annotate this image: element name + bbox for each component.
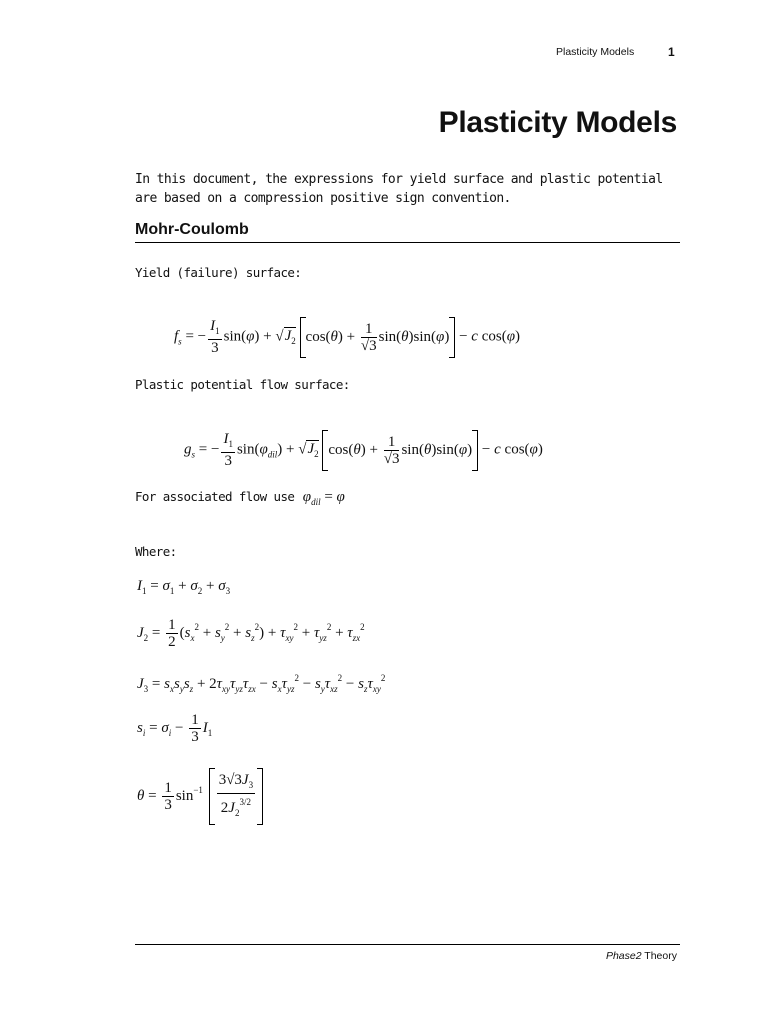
potential-equation: $g_s$ = − $\frac{I_1}{3}$ $\sin(\varphi_{dil}) + √J_2$ cos(θ) + $\frac{1}{√3}$ sin(θ)sin(φ) − c cos(φ): [184, 431, 543, 469]
document-title: Plasticity Models: [438, 106, 677, 139]
yield-equation: $f_s$ = − $\frac{I_1}{3}$ $\sin(\varphi) + √J_2$ cos(θ) + $\frac{1}{√3}$ sin(θ)sin(φ) − c cos(φ): [174, 318, 521, 356]
i1-definition: $I_1 = \sigma_1 + \sigma_2 + \sigma_3$: [137, 578, 231, 596]
footer-book-name: Phase2: [605, 950, 642, 962]
footer: [606, 950, 677, 962]
associated-flow-equation: $\varphi_{dil} = \varphi$: [302, 489, 345, 507]
footer-suffix: Theory: [641, 950, 677, 962]
page-number: 1: [668, 45, 675, 59]
section-rule: [135, 242, 680, 243]
footer-rule: [135, 944, 680, 945]
theta-definition: θ = $\frac{1}{3}$ $\sin^{-1}$ $\frac{3√3J_3}{2J_2^{3/2}}$: [137, 772, 263, 821]
intro-paragraph: In this document, the expressions for yield surface and plastic potential are based on a compression positive sign convention.: [135, 172, 663, 206]
j2-definition: $J_2$ = $\frac{1}{2}$ $(s_x^2 + s_y^2 + s_z^2) + \tau_{xy}^2 + \tau_{yz}^2 + \tau_{zx}^2$: [137, 617, 365, 650]
potential-surface-label: Plastic potential flow surface:: [135, 377, 350, 392]
running-header-title: Plasticity Models: [556, 46, 635, 58]
associated-flow-line: [135, 488, 345, 507]
si-definition: $s_i = \sigma_i$ − $\frac{1}{3}$ $I_1$: [137, 712, 213, 745]
section-heading: Mohr-Coulomb: [135, 221, 249, 238]
yield-surface-label: Yield (failure) surface:: [135, 265, 302, 280]
j3-definition: $J_3 = s_xs_ys_z + 2\tau_{xy}\tau_{yz}\tau_{zx} - s_x\tau_{yz}^2 - s_y\tau_{xz}^2 - s_z\tau_{xy}^2$: [137, 673, 386, 694]
where-label: Where:: [135, 544, 177, 559]
associated-flow-label: For associated flow use: [135, 489, 295, 504]
